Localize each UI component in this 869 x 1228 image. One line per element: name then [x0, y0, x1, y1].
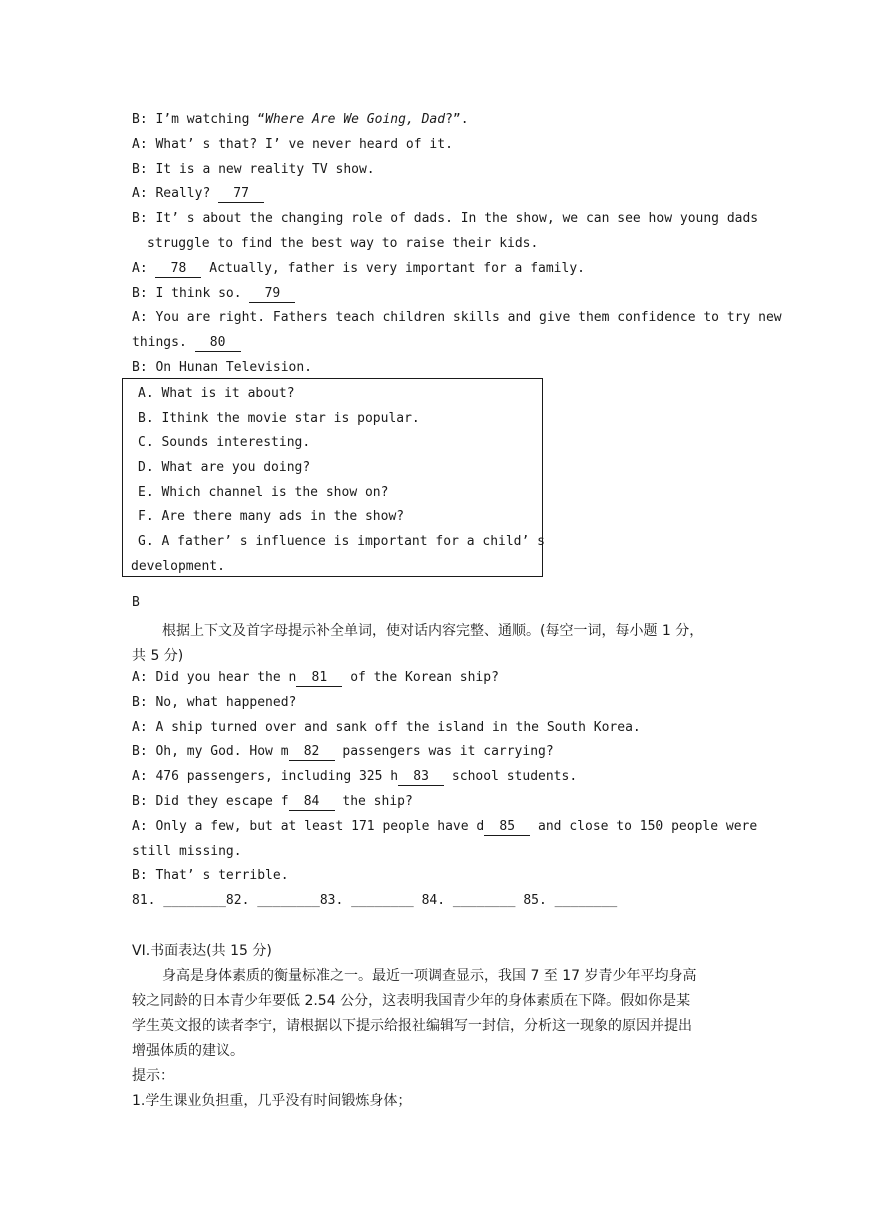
- option-g-wrap: development.: [131, 559, 225, 574]
- option-c: C. Sounds interesting.: [138, 435, 311, 450]
- section-b-instruction: 根据上下文及首字母提示补全单词，使对话内容完整、通顺。(每空一词，每小题 1 分，: [162, 623, 704, 639]
- hint-item: 1.学生课业负担重，几乎没有时间锻炼身体；: [132, 1093, 412, 1109]
- option-a: A. What is it about?: [138, 386, 295, 401]
- dialogue-line: A: 476 passengers, including 325 h 83 school students.: [132, 769, 578, 785]
- blank-77[interactable]: 77: [218, 186, 264, 203]
- blank-78[interactable]: 78: [155, 261, 201, 278]
- blank-80[interactable]: 80: [195, 335, 241, 352]
- section-b-instruction-cont: 共 5 分): [132, 648, 184, 664]
- dialogue-line: B: It’ s about the changing role of dads. In the show, we can see how young dads: [132, 211, 759, 227]
- dialogue-a: [132, 108, 782, 381]
- dialogue-line: B: Did they escape f 84 the ship?: [132, 793, 413, 809]
- blank-84[interactable]: 84: [289, 794, 335, 811]
- dialogue-b: [132, 666, 758, 914]
- dialogue-line: A: Really? 77: [132, 182, 742, 207]
- option-g: G. A father’ s influence is important for a child’ s: [138, 534, 545, 549]
- dialogue-line: B: I think so. 79: [132, 282, 742, 307]
- dialogue-line: B: It is a new reality TV show.: [132, 161, 375, 177]
- writing-prompt-line: 增强体质的建议。: [132, 1043, 244, 1059]
- dialogue-line: B: I’m watching “Where Are We Going, Dad?”.: [132, 112, 469, 127]
- section-vi-heading: VI.书面表达(共 15 分): [132, 943, 272, 959]
- blank-81[interactable]: 81: [296, 670, 342, 687]
- option-f: F. Are there many ads in the show?: [138, 509, 405, 524]
- option-e: E. Which channel is the show on?: [138, 485, 389, 500]
- option-b: B. Ithink the movie star is popular.: [138, 411, 420, 426]
- dialogue-line: B: No, what happened?: [132, 694, 297, 710]
- dialogue-line: A: You are right. Fathers teach children skills and give them confidence to try new: [132, 310, 782, 326]
- blank-79[interactable]: 79: [249, 286, 295, 303]
- writing-prompt-line: 学生英文报的读者李宁，请根据以下提示给报社编辑写一封信，分析这一现象的原因并提出: [132, 1018, 692, 1034]
- section-b-label: B: [132, 595, 140, 610]
- dialogue-line: struggle to find the best way to raise their kids.: [147, 235, 539, 251]
- hint-label: 提示：: [132, 1068, 174, 1084]
- options-box: [122, 378, 543, 577]
- show-title: Where Are We Going, Dad: [265, 112, 446, 127]
- dialogue-line: A: Only a few, but at least 171 people have d 85 and close to 150 people were: [132, 818, 758, 834]
- dialogue-line: things. 80: [132, 331, 742, 356]
- dialogue-line: B: Oh, my God. How m 82 passengers was it carrying?: [132, 744, 554, 760]
- dialogue-line: B: On Hunan Television.: [132, 359, 313, 375]
- dialogue-line: A: 78 Actually, father is very important for a family.: [132, 260, 585, 276]
- blank-82[interactable]: 82: [289, 744, 335, 761]
- dialogue-line: A: What’ s that? I’ ve never heard of it.: [132, 136, 453, 152]
- blank-83[interactable]: 83: [398, 769, 444, 786]
- option-d: D. What are you doing?: [138, 460, 311, 475]
- writing-prompt-line: 身高是身体素质的衡量标准之一。最近一项调查显示，我国 7 至 17 岁青少年平均身高: [162, 968, 697, 984]
- blank-85[interactable]: 85: [484, 819, 530, 836]
- dialogue-line: A: Did you hear the n 81 of the Korean ship?: [132, 670, 499, 685]
- dialogue-line: still missing.: [132, 843, 242, 859]
- dialogue-line: B: That’ s terrible.: [132, 868, 289, 884]
- writing-prompt-line: 较之同龄的日本青少年要低 2.54 公分，这表明我国青少年的身体素质在下降。假如你是某: [132, 993, 691, 1009]
- answer-blanks[interactable]: 81. ________82. ________83. ________ 84. ________ 85. ________: [132, 893, 618, 909]
- dialogue-line: A: A ship turned over and sank off the island in the South Korea.: [132, 719, 641, 735]
